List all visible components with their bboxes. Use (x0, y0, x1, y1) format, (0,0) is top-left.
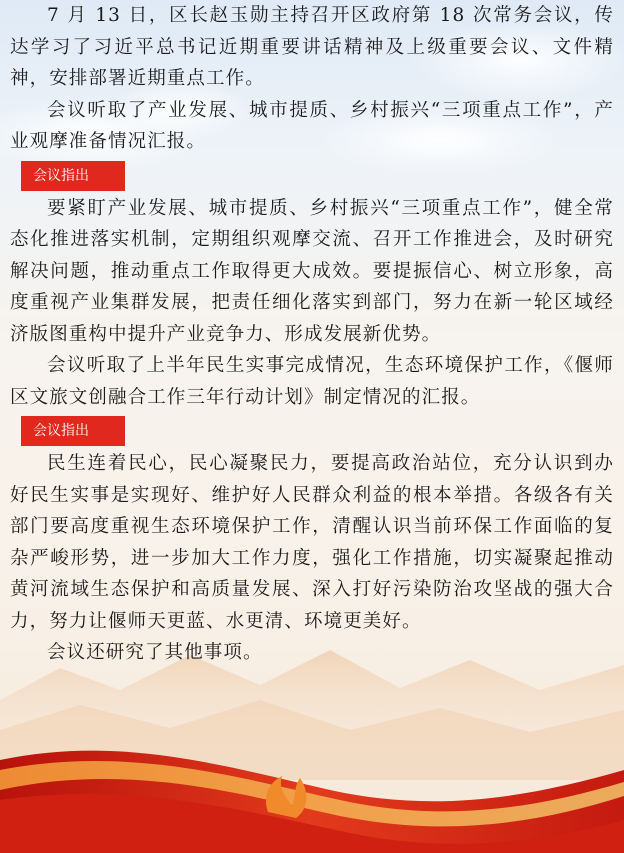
paragraph-livelihood-environment: 民生连着民心，民心凝聚民力，要提高政治站位，充分认识到办好民生实事是实现好、维护好人民群众利益的根本举措。各级各有关部门要高度重视生态环境保护工作，清醒认识当前环保工作面临的复杂严峻形势，进一步加大工作力度，强化工作措施，切实凝聚起推动黄河流域生态保护和高质量发展、深入打好污染防治攻坚战的强大合力，努力让偃师天更蓝、水更清、环境更美好。 (10, 453, 614, 632)
paragraph-report-industry: 会议听取了产业发展、城市提质、乡村振兴“三项重点工作”，产业观摩准备情况汇报。 (10, 99, 614, 152)
article-body (10, 0, 614, 669)
paragraph-report-livelihood: 会议听取了上半年民生实事完成情况，生态环境保护工作，《偃师区文旅文创融合工作三年行动计划》制定情况的汇报。 (10, 355, 614, 408)
section-tag-meeting-pointed-out: 会议指出 (21, 161, 125, 191)
paragraph-key-work: 要紧盯产业发展、城市提质、乡村振兴“三项重点工作”，健全常态化推进落实机制，定期组织观摩交流、召开工作推进会，及时研究解决问题，推动重点工作取得更大成效。要提振信心、树立形象，高度重视产业集群发展，把责任细化落实到部门，努力在新一轮区域经济版图重构中提升产业竞争力、形成发展新优势。 (10, 197, 614, 345)
section-tag-meeting-pointed-out: 会议指出 (21, 416, 125, 446)
paragraph-meeting-intro: 7 月 13 日，区长赵玉勋主持召开区政府第 18 次常务会议，传达学习了习近平总书记近期重要讲话精神及上级重要会议、文件精神，安排部署近期重点工作。 (10, 5, 614, 89)
paragraph-other-matters: 会议还研究了其他事项。 (47, 642, 263, 663)
